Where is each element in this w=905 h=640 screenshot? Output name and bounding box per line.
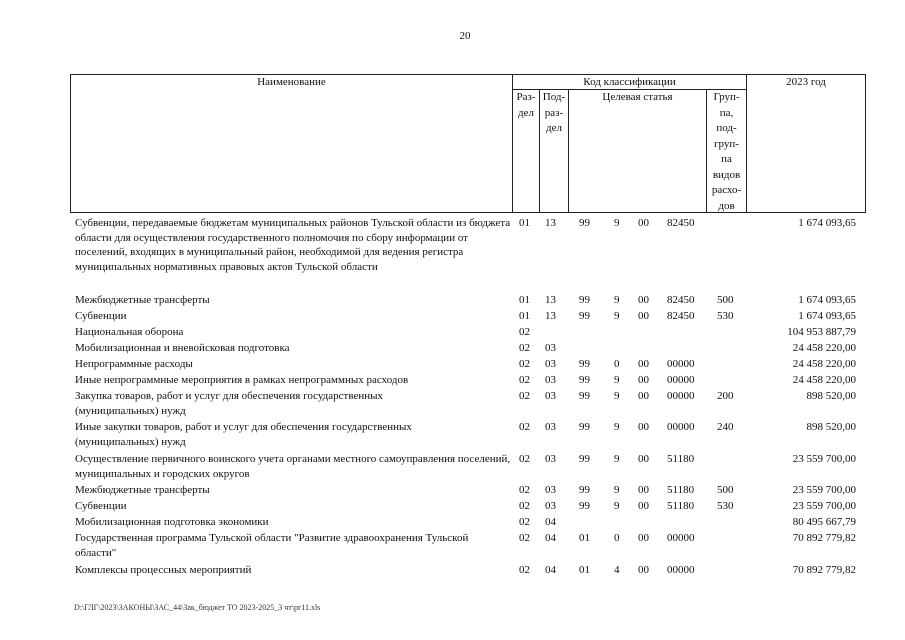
file-path-footer: D:\ГЛГ\2023\ЗАКОНЫ\ЗАС_44\Зак_бюджет ТО 2023-2025_3 чт\рг11.xls bbox=[74, 603, 321, 612]
row-direction: 82450 bbox=[667, 294, 695, 306]
row-section: 02 bbox=[519, 342, 530, 354]
row-subsection: 03 bbox=[545, 453, 556, 465]
row-subsection: 03 bbox=[545, 484, 556, 496]
page-number: 20 bbox=[459, 30, 471, 42]
row-subsection: 03 bbox=[545, 421, 556, 433]
row-expense-code: 00 bbox=[638, 564, 649, 576]
row-amount: 23 559 700,00 bbox=[792, 484, 856, 496]
header-year: 2023 год bbox=[786, 76, 826, 88]
row-name: Государственная программа Тульской области "Развитие здравоохранения Тульской области" bbox=[75, 532, 469, 559]
header-right-border bbox=[865, 74, 866, 213]
row-subprogram: 9 bbox=[614, 217, 620, 229]
header-name: Наименование bbox=[257, 76, 326, 88]
row-amount: 898 520,00 bbox=[806, 421, 856, 433]
row-direction: 51180 bbox=[667, 484, 695, 496]
row-direction: 00000 bbox=[667, 358, 695, 370]
row-expense-code: 00 bbox=[638, 390, 649, 402]
row-subprogram: 9 bbox=[614, 484, 620, 496]
row-program: 99 bbox=[579, 421, 590, 433]
row-subsection: 03 bbox=[545, 390, 556, 402]
header-left-border bbox=[70, 74, 71, 213]
row-vr: 200 bbox=[717, 390, 734, 402]
row-subsection: 03 bbox=[545, 374, 556, 386]
row-program: 99 bbox=[579, 374, 590, 386]
row-subprogram: 9 bbox=[614, 500, 620, 512]
row-direction: 00000 bbox=[667, 374, 695, 386]
row-section: 02 bbox=[519, 532, 530, 544]
row-name: Субвенции bbox=[75, 500, 127, 512]
row-name: Межбюджетные трансферты bbox=[75, 484, 210, 496]
row-amount: 23 559 700,00 bbox=[792, 453, 856, 465]
row-program: 01 bbox=[579, 532, 590, 544]
row-name: Закупка товаров, работ и услуг для обеспечения государственных (муниципальных) нужд bbox=[75, 390, 384, 417]
row-expense-code: 00 bbox=[638, 421, 649, 433]
row-amount: 24 458 220,00 bbox=[792, 358, 856, 370]
row-name: Иные непрограммные мероприятия в рамках непрограммных расходов bbox=[75, 374, 409, 386]
row-section: 01 bbox=[519, 310, 530, 322]
row-amount: 70 892 779,82 bbox=[792, 532, 856, 544]
row-section: 02 bbox=[519, 326, 530, 338]
row-section: 02 bbox=[519, 564, 530, 576]
row-expense-code: 00 bbox=[638, 532, 649, 544]
row-name: Субвенции, передаваемые бюджетам муниципальных районов Тульской области из бюджета области для осуществления государственного полномочия по сбору информации от поселений, входящих в муниципальный район, необходимой для ведения регистра муниципальных нормативных правовых актов Тульской области bbox=[75, 217, 511, 273]
row-name: Межбюджетные трансферты bbox=[75, 294, 210, 306]
row-program: 99 bbox=[579, 484, 590, 496]
row-program: 99 bbox=[579, 453, 590, 465]
row-expense-code: 00 bbox=[638, 374, 649, 386]
row-subsection: 13 bbox=[545, 310, 556, 322]
row-vr: 500 bbox=[717, 294, 734, 306]
row-subsection: 04 bbox=[545, 532, 556, 544]
row-amount: 23 559 700,00 bbox=[792, 500, 856, 512]
row-program: 99 bbox=[579, 358, 590, 370]
row-amount: 104 953 887,79 bbox=[787, 326, 856, 338]
row-subprogram: 9 bbox=[614, 294, 620, 306]
row-section: 02 bbox=[519, 500, 530, 512]
row-name: Иные закупки товаров, работ и услуг для обеспечения государственных (муниципальных) нужд bbox=[75, 421, 412, 448]
row-vr: 240 bbox=[717, 421, 734, 433]
row-subprogram: 0 bbox=[614, 358, 620, 370]
row-section: 02 bbox=[519, 421, 530, 433]
row-subprogram: 4 bbox=[614, 564, 620, 576]
row-name: Мобилизационная подготовка экономики bbox=[75, 516, 269, 528]
header-target-article: Целевая статья bbox=[602, 91, 673, 103]
row-direction: 00000 bbox=[667, 421, 695, 433]
row-direction: 51180 bbox=[667, 500, 695, 512]
row-vr: 500 bbox=[717, 484, 734, 496]
row-name: Национальная оборона bbox=[75, 326, 184, 338]
row-vr: 530 bbox=[717, 500, 734, 512]
header-code: Код классификации bbox=[583, 76, 676, 88]
row-subsection: 03 bbox=[545, 358, 556, 370]
row-expense-code: 00 bbox=[638, 358, 649, 370]
row-section: 02 bbox=[519, 374, 530, 386]
row-subprogram: 9 bbox=[614, 453, 620, 465]
header-subsection: Под- раз- дел bbox=[542, 91, 566, 134]
row-expense-code: 00 bbox=[638, 294, 649, 306]
row-expense-code: 00 bbox=[638, 453, 649, 465]
row-name: Непрограммные расходы bbox=[75, 358, 193, 370]
row-expense-code: 00 bbox=[638, 500, 649, 512]
row-name: Осуществление первичного воинского учета органами местного самоуправления поселений, муниципальных и городских округов bbox=[75, 453, 511, 480]
row-amount: 24 458 220,00 bbox=[792, 374, 856, 386]
row-program: 99 bbox=[579, 390, 590, 402]
row-section: 02 bbox=[519, 390, 530, 402]
row-vr: 530 bbox=[717, 310, 734, 322]
header-expense-type: Груп- па, под- груп- па видов расхо- дов bbox=[711, 91, 742, 212]
row-subprogram: 9 bbox=[614, 421, 620, 433]
row-subsection: 03 bbox=[545, 342, 556, 354]
row-direction: 51180 bbox=[667, 453, 695, 465]
row-subsection: 04 bbox=[545, 516, 556, 528]
row-subprogram: 0 bbox=[614, 532, 620, 544]
row-section: 02 bbox=[519, 358, 530, 370]
row-expense-code: 00 bbox=[638, 310, 649, 322]
row-amount: 1 674 093,65 bbox=[798, 217, 856, 229]
row-amount: 1 674 093,65 bbox=[798, 294, 856, 306]
row-section: 01 bbox=[519, 217, 530, 229]
row-direction: 00000 bbox=[667, 564, 695, 576]
row-program: 99 bbox=[579, 294, 590, 306]
row-amount: 24 458 220,00 bbox=[792, 342, 856, 354]
header-subsection-divider bbox=[568, 89, 569, 213]
row-program: 99 bbox=[579, 217, 590, 229]
row-section: 02 bbox=[519, 516, 530, 528]
row-name: Комплексы процессных мероприятий bbox=[75, 564, 252, 576]
row-subsection: 13 bbox=[545, 294, 556, 306]
header-code-right-border bbox=[746, 74, 747, 213]
row-subprogram: 9 bbox=[614, 310, 620, 322]
row-subprogram: 9 bbox=[614, 390, 620, 402]
row-subsection: 03 bbox=[545, 500, 556, 512]
row-section: 02 bbox=[519, 453, 530, 465]
row-subprogram: 9 bbox=[614, 374, 620, 386]
row-amount: 80 495 667,79 bbox=[792, 516, 856, 528]
row-direction: 00000 bbox=[667, 390, 695, 402]
row-section: 01 bbox=[519, 294, 530, 306]
row-direction: 82450 bbox=[667, 217, 695, 229]
row-program: 01 bbox=[579, 564, 590, 576]
row-direction: 00000 bbox=[667, 532, 695, 544]
row-expense-code: 00 bbox=[638, 484, 649, 496]
row-name: Мобилизационная и вневойсковая подготовка bbox=[75, 342, 290, 354]
row-program: 99 bbox=[579, 500, 590, 512]
row-direction: 82450 bbox=[667, 310, 695, 322]
row-subsection: 04 bbox=[545, 564, 556, 576]
row-amount: 898 520,00 bbox=[806, 390, 856, 402]
row-expense-code: 00 bbox=[638, 217, 649, 229]
header-section: Раз- дел bbox=[516, 91, 536, 119]
row-subsection: 13 bbox=[545, 217, 556, 229]
row-amount: 70 892 779,82 bbox=[792, 564, 856, 576]
row-amount: 1 674 093,65 bbox=[798, 310, 856, 322]
row-program: 99 bbox=[579, 310, 590, 322]
row-section: 02 bbox=[519, 484, 530, 496]
row-name: Субвенции bbox=[75, 310, 127, 322]
